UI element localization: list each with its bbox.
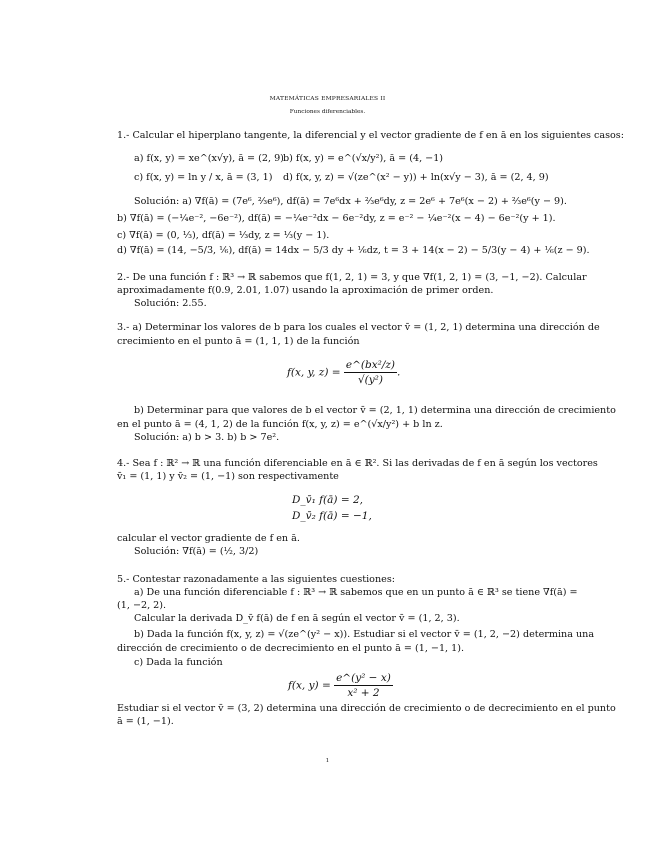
document-subtitle: Funciones diferenciables. <box>289 109 366 115</box>
ex3-line-2: crecimiento en el punto ā = (1, 1, 1) de la función <box>117 336 360 347</box>
page-number: 1 <box>325 758 330 764</box>
ex1-case-b: b) f(x, y) = e^(√x/y²), ā = (4, −1) <box>283 153 444 164</box>
ex5-c-formula-lhs: f(x, y) = <box>288 679 331 692</box>
ex5-c-formula-denominator: x² + 2 <box>347 687 380 699</box>
document-title: MATEMÁTICAS EMPRESARIALES II <box>269 96 386 102</box>
ex4-line-3: calcular el vector gradiente de f en ā. <box>117 533 300 544</box>
ex5-b-line-2: dirección de crecimiento o de decrecimiento en el punto ā = (1, −1, 1). <box>117 643 465 654</box>
ex5-c-formula-fraction <box>334 671 393 700</box>
ex5-c-formula-numerator: e^(y² − x) <box>336 672 391 684</box>
ex3-solution: Solución: a) b > 3. b) b > 7e². <box>134 432 280 443</box>
ex4-line-2: v̄₁ = (1, 1) y v̄₂ = (1, −1) son respectivamente <box>117 471 339 482</box>
ex3-line-1: 3.- a) Determinar los valores de b para los cuales el vector v̄ = (1, 2, 1) determina una dirección de <box>117 322 600 333</box>
ex3-formula <box>287 358 400 387</box>
ex2-solution: Solución: 2.55. <box>134 298 207 309</box>
ex3-formula-lhs: f(x, y, z) = <box>287 366 341 379</box>
ex3-formula-denominator: √(y²) <box>357 374 383 386</box>
ex5-b-line-1: b) Dada la función f(x, y, z) = √(ze^(y² − x)). Estudiar si el vector v̄ = (1, 2, −2) determina una <box>134 629 595 640</box>
ex5-c-line-2: Estudiar si el vector v̄ = (3, 2) determina una dirección de crecimiento o de decrecimiento en el punto <box>117 703 616 714</box>
ex5-c-formula <box>288 671 393 700</box>
ex5-a-line-3: Calcular la derivada D_v̄ f(ā) de f en ā según el vector v̄ = (1, 2, 3). <box>134 613 460 624</box>
ex1-solution-b: b) ∇f(ā) = (−¼e⁻², −6e⁻²), df(ā) = −¼e⁻²dx − 6e⁻²dy, z = e⁻² − ¼e⁻²(x − 4) − 6e⁻²(y + 1). <box>117 213 556 224</box>
ex1-solution-a: Solución: a) ∇f(ā) = (7e⁶, ⅔e⁶), df(ā) = 7e⁶dx + ⅔e⁶dy, z = 2e⁶ + 7e⁶(x − 2) + ⅔e⁶(y − 9). <box>134 196 567 207</box>
ex4-solution: Solución: ∇f(ā) = (½, 3/2) <box>134 546 259 557</box>
ex1-case-c: c) f(x, y) = ln y / x, ā = (3, 1) <box>134 172 273 183</box>
ex2-line-1: 2.- De una función f : ℝ³ → ℝ sabemos que f(1, 2, 1) = 3, y que ∇f(1, 2, 1) = (3, −1, −2). Calcular <box>117 272 587 283</box>
ex2-line-2: aproximadamente f(0.9, 2.01, 1.07) usando la aproximación de primer orden. <box>117 285 494 296</box>
ex1-solution-d: d) ∇f(ā) = (14, −5/3, ⅙), df(ā) = 14dx − 5/3 dy + ⅙dz, t = 3 + 14(x − 2) − 5/3(y − 4) + ⅙(z − 9). <box>117 245 590 256</box>
ex3-formula-fraction <box>344 358 397 387</box>
ex3-formula-numerator: e^(bx²/z) <box>345 359 396 371</box>
ex4-line-1: 4.- Sea f : ℝ² → ℝ una función diferenciable en ā ∈ ℝ². Si las derivadas de f en ā según los vectores <box>117 458 598 469</box>
ex5-c-line-3: ā = (1, −1). <box>117 716 174 727</box>
ex5-a-line-1: a) De una función diferenciable f : ℝ³ → ℝ sabemos que en un punto ā ∈ ℝ³ se tiene ∇f(ā) = <box>134 587 578 598</box>
ex4-equation-2: D_v̄₂ f(ā) = −1, <box>292 510 372 522</box>
ex5-c-line-1: c) Dada la función <box>134 657 223 668</box>
ex5-line-1: 5.- Contestar razonadamente a las siguientes cuestiones: <box>117 574 395 585</box>
ex1-case-d: d) f(x, y, z) = √(ze^(x² − y)) + ln(x√y − 3), ā = (2, 4, 9) <box>283 172 549 183</box>
ex4-equation-1: D_v̄₁ f(ā) = 2, <box>292 494 363 506</box>
ex1-case-a: a) f(x, y) = xe^(x√y), ā = (2, 9) <box>134 153 284 164</box>
ex3-b-line-1: b) Determinar para que valores de b el vector v̄ = (2, 1, 1) determina una dirección de crecimiento <box>134 405 616 416</box>
ex1-solution-c: c) ∇f(ā) = (0, ⅓), df(ā) = ⅓dy, z = ⅓(y − 1). <box>117 230 330 241</box>
ex3-formula-period: . <box>397 366 401 379</box>
ex3-b-line-2: en el punto ā = (4, 1, 2) de la función f(x, y, z) = e^(√x/y²) + b ln z. <box>117 419 443 430</box>
ex1-statement: 1.- Calcular el hiperplano tangente, la diferencial y el vector gradiente de f en ā en los siguientes casos: <box>117 130 624 141</box>
ex5-a-line-2: (1, −2, 2). <box>117 600 167 611</box>
